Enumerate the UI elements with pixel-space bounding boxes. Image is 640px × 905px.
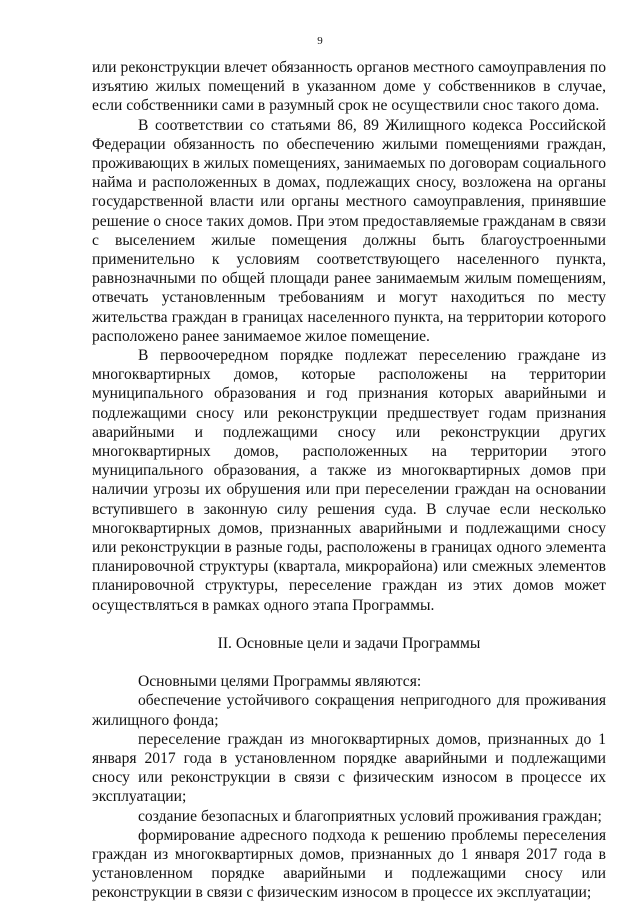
section-heading: II. Основные цели и задачи Программы: [217, 634, 481, 652]
goal-item: переселение граждан из многоквартирных домов, признанных до 1 января 2017 года в установленном порядке аварийными и подлежащими сносу или реконструкции в связи с физическим износом в процессе их эксплуатации;: [92, 730, 606, 806]
paragraph-housing-code: В соответствии со статьями 86, 89 Жилищного кодекса Российской Федерации обязанность по обеспечению жилыми помещениями граждан, проживающих в жилых помещениях, занимаемых по договорам социального найма и расположенных в домах, подлежащих сносу, возложена на органы государственной власти или органы местного самоуправления, принявшие решение о сносе таких домов. При этом предоставляемые гражданам в связи с выселением жилые помещения должны быть благоустроенными применительно к условиям соответствующего населенного пункта, равнозначными по общей площади ранее занимаемым жилым помещениям, отвечать установленным требованиям и могут находиться по месту жительства граждан в границах населенного пункта, на территории которого расположено ранее занимаемое жилое помещение.: [92, 116, 606, 345]
document-body: [92, 58, 606, 903]
page-number: 9: [317, 35, 323, 47]
goal-item: формирование адресного подхода к решению проблемы переселения граждан из многоквартирных домов, признанных до 1 января 2017 года в установленном порядке аварийными и подлежащими сносу или реконструкции в связи с физическим износом в процессе их эксплуатации;: [92, 826, 606, 902]
paragraph-priority-resettlement: В первоочередном порядке подлежат переселению граждане из многоквартирных домов, которые расположены на территории муниципального образования и год признания которых аварийными и подлежащими сносу или реконструкции предшествует годам признания аварийными и подлежащими сносу или реконструкции других многоквартирных домов, расположенных на территории этого муниципального образования, а также из многоквартирных домов при наличии угрозы их обрушения или при переселении граждан на основании вступившего в законную силу решения суда. В случае если несколько многоквартирных домов, признанных аварийными и подлежащими сносу или реконструкции в разные годы, расположены в границах одного элемента планировочной структуры (квартала, микрорайона) или смежных элементов планировочной структуры, переселение граждан из этих домов может осуществляться в рамках одного этапа Программы.: [92, 347, 606, 614]
paragraph-continuation: или реконструкции влечет обязанность органов местного самоуправления по изъятию жилых помещений в указанном доме у собственников в случае, если собственники сами в разумный срок не осуществили снос такого дома.: [92, 59, 606, 115]
goal-item: создание безопасных и благоприятных условий проживания граждан;: [138, 807, 602, 825]
goal-item: обеспечение устойчивого сокращения непригодного для проживания жилищного фонда;: [92, 692, 606, 729]
goals-intro: Основными целями Программы являются:: [138, 673, 422, 691]
